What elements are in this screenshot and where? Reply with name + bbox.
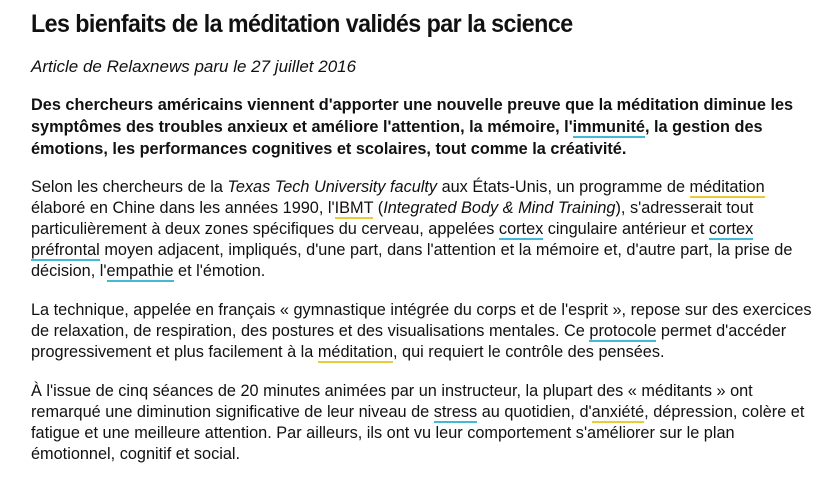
article-title: Les bienfaits de la méditation validés par la science [31, 10, 573, 38]
paragraph-text: cingulaire antérieur et [543, 220, 709, 238]
link-empathie[interactable]: empathie [106, 262, 174, 280]
article [31, 8, 816, 465]
paragraph-text: aux États-Unis, un programme de [437, 178, 690, 196]
link-meditation[interactable]: méditation [317, 343, 393, 361]
lead-text: , la gestion des émotions, les performances cognitives et scolaires, tout comme la créativité. [31, 118, 763, 158]
link-protocole[interactable]: protocole [589, 322, 657, 340]
lead-text: Des chercheurs américains viennent d'apporter une nouvelle preuve que la méditation diminue les symptômes des troubles anxieux et améliore l'attention, la mémoire, l' [31, 96, 794, 136]
link-immunite[interactable]: immunité [572, 118, 645, 136]
link-cortex-prefrontal[interactable]: cortex préfrontal [31, 220, 754, 259]
paragraph-text: moyen adjacent, impliqués, d'une part, dans l'attention et la mémoire et, d'autre part, la prise de décision, l' [31, 241, 793, 280]
article-byline: Article de Relaxnews paru le 27 juillet 2016 [31, 57, 357, 76]
link-anxiete[interactable]: anxiété [591, 403, 645, 421]
paragraph-text: ), s'adresserait tout particulièrement à deux zones spécifiques du cerveau, appelées [31, 199, 754, 238]
paragraph-3 [31, 381, 816, 465]
ibmt-full-name: Integrated Body & Mind Training [383, 199, 616, 217]
paragraph-text: élaboré en Chine dans les années 1990, l' [31, 199, 335, 217]
paragraph-text: La technique, appelée en français « gymnastique intégrée du corps et de l'esprit », repose sur des exercices de relaxation, de respiration, des postures et des visualisations mentales. Ce [31, 301, 812, 340]
link-cortex[interactable]: cortex [498, 220, 544, 238]
paragraph-text: , dépression, colère et fatigue et une meilleure attention. Par ailleurs, ils ont vu leur comportement s'améliorer sur le plan émotionnel, cognitif et social. [31, 403, 805, 463]
article-lead [31, 94, 816, 160]
paragraph-text: et l'émotion. [173, 262, 266, 280]
link-ibmt[interactable]: IBMT [334, 199, 374, 217]
paragraph-text: permet d'accéder progressivement et plus facilement à la [31, 322, 787, 361]
paragraph-text: Selon les chercheurs de la [31, 178, 228, 196]
paragraph-text: ( [373, 199, 384, 217]
paragraph-text: au quotidien, d' [477, 403, 592, 421]
paragraph-text: , qui requiert le contrôle des pensées. [393, 343, 665, 361]
university-name: Texas Tech University faculty [227, 178, 438, 196]
link-stress[interactable]: stress [433, 403, 478, 421]
paragraph-text: À l'issue de cinq séances de 20 minutes animées par un instructeur, la plupart des « méditants » ont remarqué une diminution significative de leur niveau de [31, 382, 753, 421]
link-meditation[interactable]: méditation [689, 178, 765, 196]
paragraph-1 [31, 177, 816, 282]
paragraph-2 [31, 300, 816, 363]
